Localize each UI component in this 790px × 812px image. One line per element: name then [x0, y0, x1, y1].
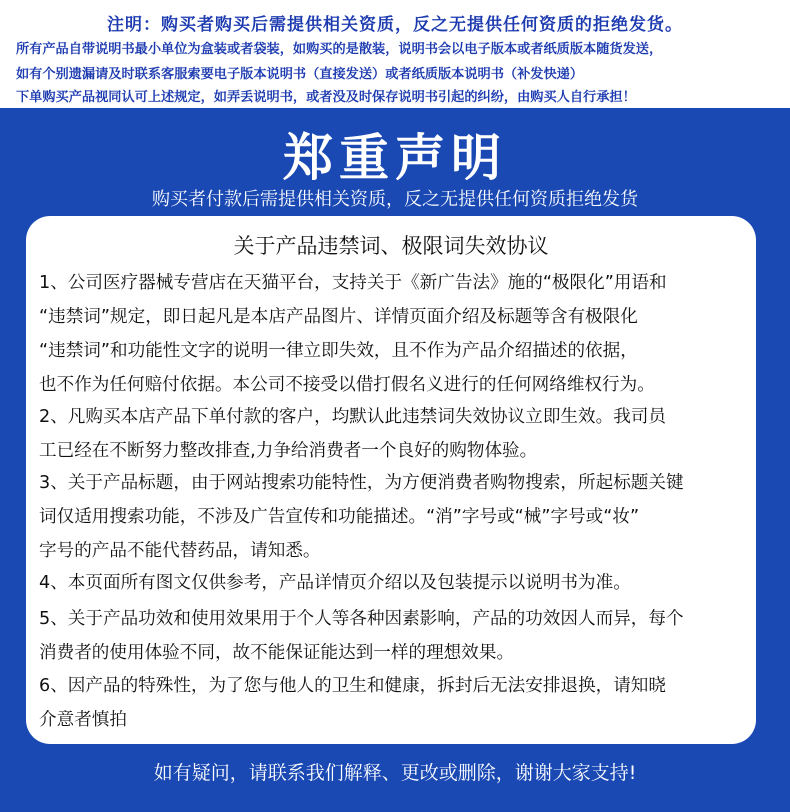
agreement-item-3 [39, 466, 684, 568]
declaration-subtitle: 购买者付款后需提供相关资质，反之无提供任何资质拒绝发货 [152, 189, 638, 210]
agreement-item-5 [39, 602, 684, 670]
agreement-line: 6、因产品的特殊性，为了您与他人的卫生和健康，拆封后无法安排退换，请知晓 [39, 676, 666, 696]
agreement-item-6 [39, 669, 666, 737]
agreement-line: 消费者的使用体验不同，故不能保证能达到一样的理想效果。 [39, 643, 515, 663]
agreement-line: “违禁词”规定，即日起凡是本店产品图片、详情页面介绍及标题等含有极限化 [39, 307, 638, 327]
notice-line-2: 所有产品自带说明书最小单位为盒装或者袋装，如购买的是散装，说明书会以电子版本或者纸质版本随货发送， [16, 42, 663, 57]
agreement-line: 字号的产品不能代替药品，请知悉。 [39, 541, 321, 561]
agreement-line: “违禁词”和功能性文字的说明一律立即失效，且不作为产品介绍描述的依据， [39, 341, 638, 361]
agreement-title: 关于产品违禁词、极限词失效协议 [233, 234, 549, 258]
notice-section [0, 0, 790, 108]
agreement-item-1 [39, 266, 667, 402]
agreement-line: 3、关于产品标题，由于网站搜索功能特性，为方便消费者购物搜索，所起标题关键 [39, 473, 684, 493]
agreement-item-4 [39, 566, 631, 600]
agreement-line: 工已经在不断努力整改排查,力争给消费者一个良好的购物体验。 [39, 441, 538, 461]
agreement-line: 词仅适用搜索功能，不涉及广告宣传和功能描述。“消”字号或“械”字号或“妆” [39, 507, 640, 527]
agreement-line: 介意者慎拍 [39, 710, 127, 730]
notice-line-3: 如有个别遗漏请及时联系客服索要电子版本说明书（直接发送）或者纸质版本说明书（补发快递） [16, 67, 584, 82]
notice-line-4: 下单购买产品视同认可上述规定，如弄丢说明书，或者没及时保存说明书引起的纠纷，由购买人自行承担！ [16, 90, 636, 105]
agreement-line: 也不作为任何赔付依据。本公司不接受以借打假名义进行的任何网络维权行为。 [39, 375, 655, 395]
agreement-line: 1、公司医疗器械专营店在天猫平台，支持关于《新广告法》施的“极限化”用语和 [39, 273, 667, 293]
agreement-item-2 [39, 400, 666, 468]
declaration-title: 郑重声明 [283, 129, 507, 187]
agreement-line: 5、关于产品功效和使用效果用于个人等各种因素影响，产品的功效因人而异，每个 [39, 609, 684, 629]
agreement-line: 2、凡购买本店产品下单付款的客户，均默认此违禁词失效协议立即生效。我司员 [39, 407, 666, 427]
agreement-line: 4、本页面所有图文仅供参考，产品详情页介绍以及包装提示以说明书为准。 [39, 573, 631, 593]
notice-line-1: 注明：购买者购买后需提供相关资质，反之无提供任何资质的拒绝发货。 [107, 15, 683, 35]
footer-contact-text: 如有疑问，请联系我们解释、更改或删除，谢谢大家支持! [153, 762, 637, 784]
